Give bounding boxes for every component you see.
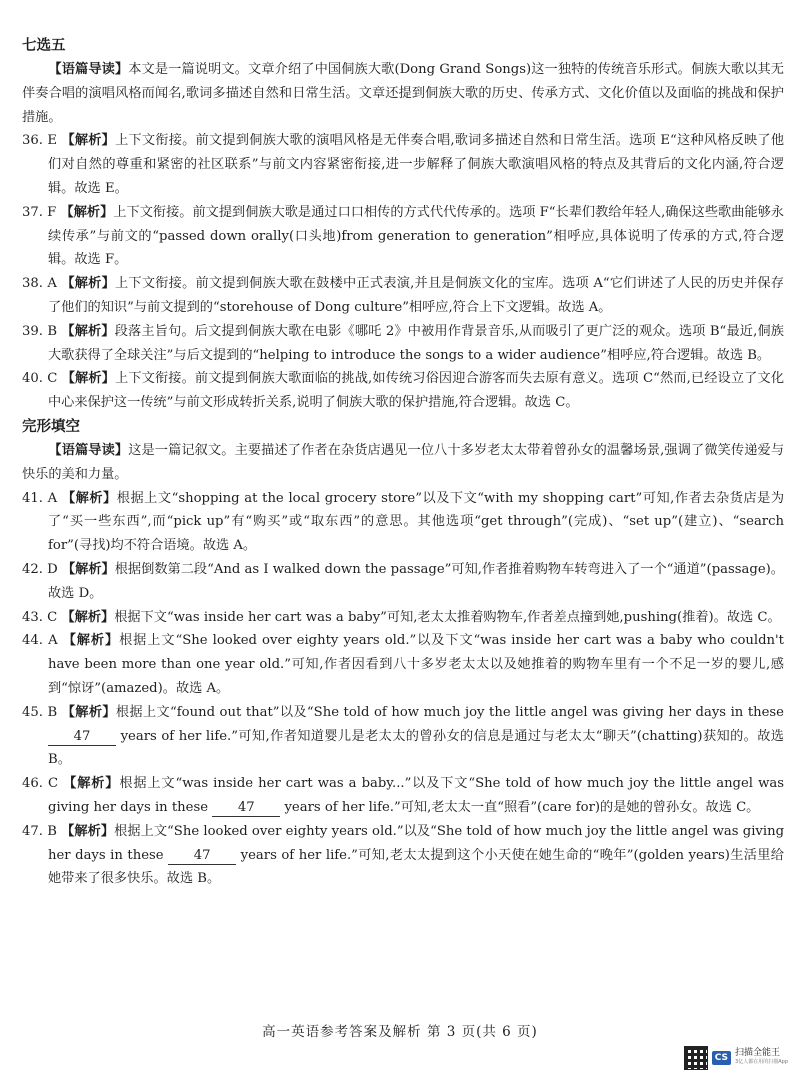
scanner-tagline: 3亿人都在用的扫描App [735, 1059, 788, 1065]
qr-code-icon [684, 1046, 708, 1070]
fill-blank: 47 [48, 729, 116, 746]
guide-text: 这是一篇记叙文。主要描述了作者在杂货店遇见一位八十多岁老太太带着曾孙女的温馨场景,强调了微笑传递爱与快乐的美和力量。 [22, 442, 785, 482]
answer-item-44: 44. A 【解析】根据上文“She looked over eighty years old.”以及下文“was inside her cart was a baby who couldn't have been more than one year old.”可知,作者因看到八十多岁老太太以及她推着的购物车里有一个不足一岁的婴儿,感到“惊讶”(amazed)。故选 A。 [22, 633, 784, 696]
document-page [22, 34, 784, 891]
camscanner-logo-icon: CS [712, 1051, 731, 1065]
reading-guide-cloze [22, 439, 784, 487]
fill-blank: 47 [168, 848, 236, 865]
answer-item-45: 45. B 【解析】根据上文“found out that”以及“She told of how much joy the little angel was giving her days in these 47 years of her life.”可知,作者知道婴儿是老太太的曾孙女的信息是通过与老太太“聊天”(chatting)获知的。故选 B。 [22, 704, 784, 768]
answer-item-38: 38. A 【解析】上下文衔接。前文提到侗族大歌在鼓楼中正式表演,并且是侗族文化的宝库。选项 A“它们讲述了人民的历史并保存了他们的知识”与前文提到的“storehouse of Dong culture”相呼应,符合上下文逻辑。故选 A。 [22, 276, 784, 315]
reading-guide [22, 58, 784, 129]
answer-item-43: 43. C 【解析】根据下文“was inside her cart was a baby”可知,老太太推着购物车,作者差点撞到她,pushing(推着)。故选 C。 [22, 609, 781, 625]
answer-item-47: 47. B 【解析】根据上文“She looked over eighty years old.”以及“She told of how much joy the little angel was giving her days in these 47 years of her life.”可知,老太太提到这个小天使在她生命的“晚年”(golden years)生活里给她带来了很多快乐。故选 B。 [22, 823, 785, 887]
section-title-cloze: 完形填空 [22, 418, 80, 435]
answer-item-36: 36. E 【解析】上下文衔接。前文提到侗族大歌的演唱风格是无伴奏合唱,歌词多描述自然和日常生活。选项 E“这种风格反映了他们对自然的尊重和紧密的社区联系”与前文内容紧密衔接,进一步解释了侗族大歌演唱风格的特点及其背后的文化内涵,符合逻辑。故选 E。 [22, 133, 785, 196]
fill-blank: 47 [212, 800, 280, 817]
answer-item-37: 37. F 【解析】上下文衔接。前文提到侗族大歌是通过口口相传的方式代代传承的。选项 F“长辈们教给年轻人,确保这些歌曲能够永续传承”与前文的“passed down orally(口头地)from generation to generation”相呼应,具体说明了传承的方式,符合逻辑。故选 F。 [22, 204, 784, 268]
answer-item-40: 40. C 【解析】上下文衔接。前文提到侗族大歌面临的挑战,如传统习俗因迎合游客而失去原有意义。选项 C“然而,已经设立了文化中心来保护这一传统”与前文形成转折关系,说明了侗族大歌的保护措施,符合逻辑。故选 C。 [22, 371, 785, 411]
scanner-watermark [684, 1046, 788, 1070]
answer-item-41: 41. A 【解析】根据上文“shopping at the local grocery store”以及下文“with my shopping cart”可知,作者去杂货店是为了“买一些东西”,而“pick up”有“购买”或“取东西”的意思。其他选项“get through”(完成)、“set up”(建立)、“search for”(寻找)均不符合语境。故选 A。 [22, 490, 785, 554]
scanner-app-name: 扫描全能王 [735, 1048, 781, 1058]
answer-item-42: 42. D 【解析】根据倒数第二段“And as I walked down the passage”可知,作者推着购物车转弯进入了一个“通道”(passage)。故选 D。 [22, 561, 784, 601]
section-title-seven-choose-five: 七选五 [22, 38, 66, 54]
guide-label: 【语篇导读】 [48, 442, 129, 458]
page-footer: 高一英语参考答案及解析 第 3 页(共 6 页) [262, 1024, 538, 1040]
answer-item-39: 39. B 【解析】段落主旨句。后文提到侗族大歌在电影《哪吒 2》中被用作背景音乐,从而吸引了更广泛的观众。选项 B“最近,侗族大歌获得了全球关注”与后文提到的“helping to introduce the songs to a wider audience”相呼应,符合逻辑。故选 B。 [22, 323, 784, 363]
guide-label: 【语篇导读】 [48, 62, 129, 77]
guide-text: 本文是一篇说明文。文章介绍了中国侗族大歌(Dong Grand Songs)这一独特的传统音乐形式。侗族大歌以其无伴奏合唱的演唱风格而闻名,歌词多描述自然和日常生活。文章还提到侗族大歌的历史、传承方式、文化价值以及面临的挑战和保护措施。 [22, 62, 784, 125]
answer-item-46: 46. C 【解析】根据上文“was inside her cart was a baby...”以及下文“She told of how much joy the little angel was giving her days in these 47 years of her life.”可知,老太太一直“照看”(care for)的是她的曾孙女。故选 C。 [22, 776, 784, 815]
